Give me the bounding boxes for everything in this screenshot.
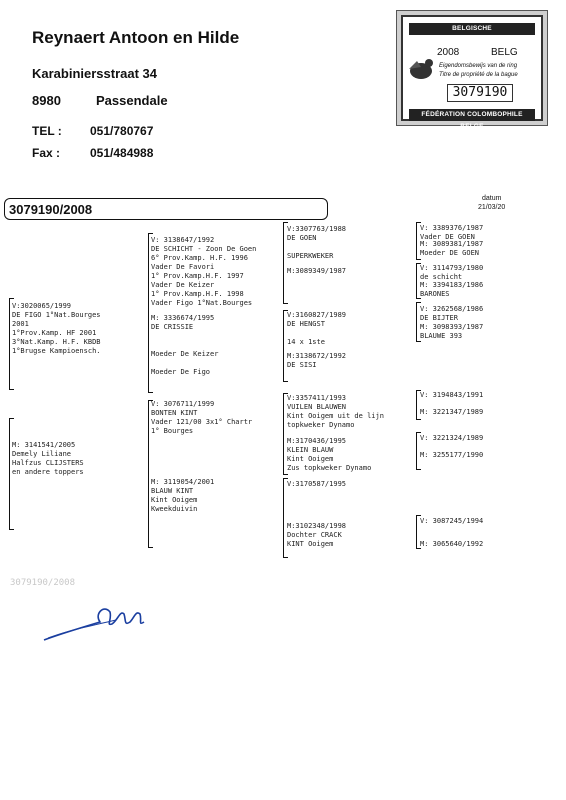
card-bottom-banner: FÉDÉRATION COLOMBOPHILE BELGE [409, 109, 535, 121]
datum-label: datum [482, 195, 502, 202]
gen4-ffmm-entry: M: 3394183/1986 BARONES [420, 281, 484, 298]
owner-city: Passendale [96, 93, 168, 108]
gen3-fmm-entry: M:3138672/1992 DE SISI [287, 352, 347, 369]
bracket-gen4-5 [416, 432, 417, 470]
bracket-gen3-3 [283, 393, 284, 475]
signature-icon [40, 600, 150, 648]
bracket-gen4-4 [416, 390, 417, 420]
datum-value: 21/03/20 [478, 204, 506, 211]
gen4-fffm-entry: M: 3089381/1987 Moeder DE GOEN [420, 240, 484, 257]
granddam-paternal-entry: M: 3336674/1995 DE CRISSIE Moeder De Keizer Moeder De Figo [151, 314, 219, 376]
pigeon-ring-number: 3079190/2008 [9, 202, 93, 217]
gen4-fmff-entry: V: 3262568/1986 DE BIJTER [420, 305, 484, 322]
father-entry: V:3020065/1999 DE FIGO 1°Nat.Bourges 2001 1°Prov.Kamp. HF 2001 3°Nat.Kamp. H.F. KBDB 1°Brugse Kampioensch. [12, 302, 101, 355]
card-country: BELG [491, 47, 518, 58]
owner-postal-code: 8980 [32, 93, 61, 108]
gen3-mff-entry: V:3357411/1993 VUILEN BLAUWEN Kint Ooigem uit de lijn topkweker Dynamo [287, 394, 384, 429]
tel-label: TEL : [32, 124, 62, 138]
gen4-ffff-entry: V: 3389376/1987 Vader DE GOEN [420, 224, 484, 241]
gen4-mfmm-entry: M: 3255177/1990 [420, 451, 484, 459]
pigeon-ring-bar [4, 198, 328, 220]
card-ring-number: 3079190 [447, 84, 513, 102]
gen3-mfm-entry: M:3170436/1995 KLEIN BLAUW Kint Ooigem Zus topkweker Dynamo [287, 437, 372, 472]
fax-label: Fax : [32, 146, 61, 160]
gen4-mfmf-entry: V: 3221324/1989 [420, 434, 484, 442]
bracket-gen4-3 [416, 302, 417, 342]
bracket-gen4-1 [416, 222, 417, 260]
fax-number: 051/484988 [90, 146, 154, 160]
bracket-gen3-1 [283, 222, 284, 304]
bracket-mf-mm [148, 400, 149, 548]
bracket-gen4-2 [416, 263, 417, 299]
grandsire-paternal-entry: V: 3138647/1992 DE SCHICHT - Zoon De Goen 6° Prov.Kamp. H.F. 1996 Vader De Favori 1° Prov.Kamp.H.F. 1997 Vader De Keizer 1° Prov.Kamp.H.F. 1998 Vader Figo 1°Nat.Bourges [151, 236, 257, 307]
gen3-fff-entry: V:3307763/1988 DE GOEN SUPERKWEKER [287, 225, 347, 260]
pigeon-emblem-icon [407, 53, 435, 85]
gen4-fmfm-entry: M: 3098393/1987 BLAUWE 393 [420, 323, 484, 340]
bracket-ff-fm [148, 233, 149, 393]
card-year: 2008 [437, 47, 460, 58]
ownership-card [396, 10, 548, 130]
bracket-father [9, 298, 10, 390]
gen3-mmf-entry: V:3170587/1995 [287, 480, 347, 488]
bracket-gen3-2 [283, 310, 284, 382]
gen4-mfff-entry: V: 3194843/1991 [420, 391, 484, 399]
owner-name: Reynaert Antoon en Hilde [32, 28, 240, 47]
ownership-card-frame [401, 15, 543, 130]
gen3-ffm-entry: M:3089349/1987 [287, 267, 347, 275]
gen4-mmmf-entry: V: 3087245/1994 [420, 517, 484, 525]
grandsire-maternal-entry: V: 3076711/1999 BONTEN KINT Vader 121/00 3x1° Chartr 1° Bourges [151, 400, 253, 435]
owner-street: Karabiniersstraat 34 [32, 66, 158, 81]
card-line-2: Titre de propriété de la bague [439, 72, 518, 78]
card-line-1: Eigendomsbewijs van de ring [439, 63, 518, 69]
gen4-mffm-entry: M: 3221347/1989 [420, 408, 484, 416]
card-top-banner: BELGISCHE DUIVENLIEFHEBBERSBOND [409, 23, 535, 35]
bracket-mother [9, 418, 10, 530]
tel-number: 051/780767 [90, 124, 154, 138]
bracket-gen4-6 [416, 515, 417, 549]
gen4-ffmf-entry: V: 3114793/1980 de schicht [420, 264, 484, 281]
faded-ring-stamp: 3079190/2008 [10, 578, 76, 588]
bracket-gen3-4 [283, 478, 284, 558]
gen3-fmf-entry: V:3160827/1989 DE HENGST 14 x 1ste [287, 311, 347, 346]
gen3-mmm-entry: M:3102348/1998 Dochter CRACK KINT Ooigem [287, 522, 347, 548]
gen4-mmmm-entry: M: 3065640/1992 [420, 540, 484, 548]
granddam-maternal-entry: M: 3119054/2001 BLAUW KINT Kint Ooigem Kweekduivin [151, 478, 215, 513]
mother-entry: M: 3141541/2005 Demely Liliane Halfzus CLIJSTERS en andere toppers [12, 441, 84, 476]
